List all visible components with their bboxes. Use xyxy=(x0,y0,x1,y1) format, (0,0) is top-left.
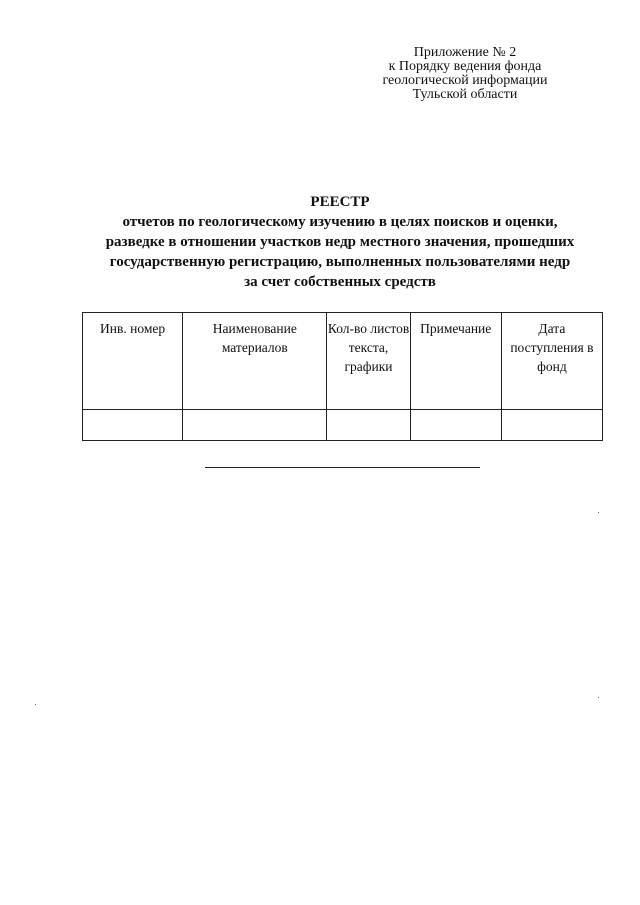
table-cell xyxy=(410,410,501,441)
header-receipt-date: Дата поступления в фонд xyxy=(501,313,602,410)
subtitle-line: отчетов по геологическому изучению в целях поисков и оценки, xyxy=(122,214,558,230)
appendix-line: к Порядку ведения фонда xyxy=(388,59,542,74)
scan-speck xyxy=(35,704,36,705)
table-cell xyxy=(501,410,602,441)
appendix-line: Тульской области xyxy=(412,87,518,102)
table-cell xyxy=(83,410,183,441)
subtitle-line: разведке в отношении участков недр местного значения, прошедших xyxy=(105,234,575,250)
closing-divider-line xyxy=(205,467,480,468)
table-cell xyxy=(183,410,327,441)
table-cell xyxy=(327,410,410,441)
header-material-name: Наименование материалов xyxy=(183,313,327,410)
header-sheet-count: Кол-во листов текста, графики xyxy=(327,313,410,410)
subtitle-line: государственную регистрацию, выполненных пользователями недр xyxy=(109,254,571,270)
appendix-line: геологической информации xyxy=(382,73,548,88)
document-title xyxy=(60,192,620,292)
appendix-line: Приложение № 2 xyxy=(413,45,517,60)
scan-speck xyxy=(598,697,599,698)
table-row xyxy=(83,410,603,441)
appendix-block xyxy=(340,46,590,102)
registry-table xyxy=(82,312,603,441)
scan-speck xyxy=(598,512,599,513)
title-subtitle xyxy=(60,212,620,292)
header-inventory-number: Инв. номер xyxy=(83,313,183,410)
title-heading: РЕЕСТР xyxy=(310,194,370,210)
table-header-row xyxy=(83,313,603,410)
header-note: Примечание xyxy=(410,313,501,410)
subtitle-line: за счет собственных средств xyxy=(244,274,436,290)
